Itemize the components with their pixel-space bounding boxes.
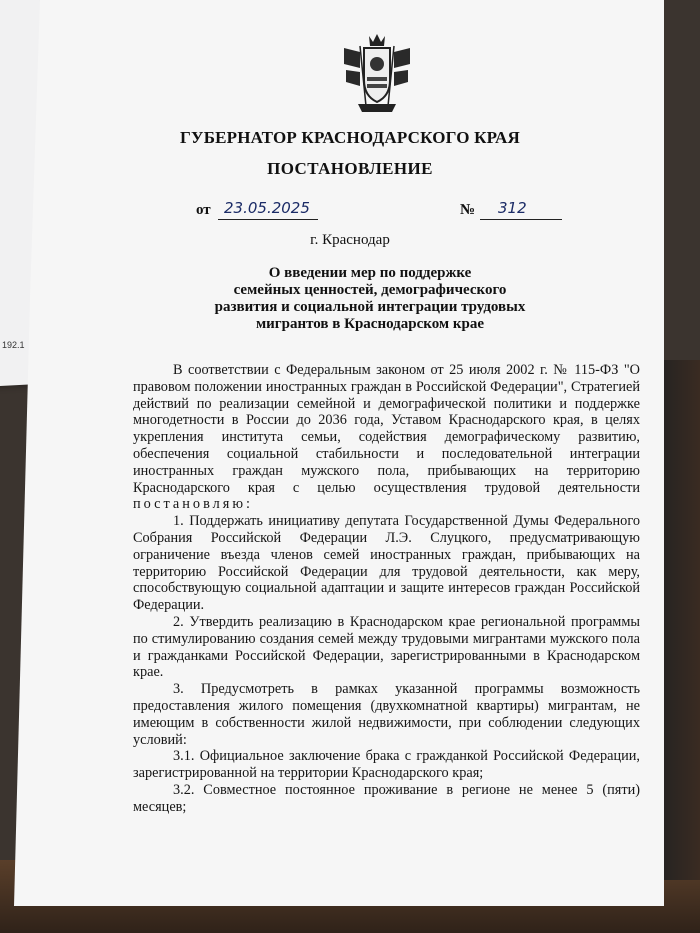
title-line: О введении мер по поддержке (268, 265, 472, 281)
handwritten-date: 23.05.2025 (224, 199, 310, 217)
city-line: г. Краснодар (310, 232, 390, 248)
preamble-text: В соответствии с Федеральным законом от 25 июля 2002 г. № 115-ФЗ "О правовом положении иностранных граждан в Российской Федерации", Стратегией действий по реализации семейной и демографической политики и поддержке многодетности в России до 2036 года, Уставом Краснодарского края, в целях укрепления института семьи, содействия демографическому развитию, обеспечения социальной стабильности и последовательной интеграции иностранных граждан мужского пола, прибывающих на территорию Краснодарского края с целью осуществления трудовой деятельности (133, 362, 640, 496)
title-line: развития и социальной интеграции трудовых (214, 299, 526, 315)
document-title (160, 265, 580, 333)
background-paper-label: 192.1 (2, 340, 25, 350)
date-underline (218, 219, 318, 220)
clause-3-1: 3.1. Официальное заключение брака с гражданкой Российской Федерации, зарегистрированной на территории Краснодарского края; (133, 748, 640, 782)
handwritten-number: 312 (498, 199, 527, 217)
clause-3: 3. Предусмотреть в рамках указанной программы возможность предоставления жилого помещения (двухкомнатной квартиры) мигрантам, не имеющим в собственности жилой недвижимости, при соблюдении следующих условий: (133, 681, 640, 748)
document-body (133, 362, 640, 816)
decree-word: постановляю: (133, 496, 253, 513)
document-type: ПОСТАНОВЛЕНИЕ (267, 159, 433, 178)
clause-1: 1. Поддержать инициативу депутата Государственной Думы Федерального Собрания Российской Федерации Л.Э. Слуцкого, предусматривающую ограничение въезда членов семей иностранных граждан, прибывающих на территорию Российской Федерации для трудовой деятельности, как меру, способствующую социальной адаптации и защите интересов граждан Российской Федерации. (133, 513, 640, 614)
krasnodar-coat-of-arms-icon (336, 32, 418, 116)
number-prefix: № (460, 202, 476, 218)
date-prefix: от (196, 202, 211, 218)
preamble-paragraph (133, 362, 640, 513)
title-line: мигрантов в Краснодарском крае (255, 316, 485, 332)
issuing-authority: ГУБЕРНАТОР КРАСНОДАРСКОГО КРАЯ (180, 128, 520, 147)
clause-3-2: 3.2. Совместное постоянное проживание в регионе не менее 5 (пяти) месяцев; (133, 781, 640, 815)
number-underline (480, 219, 562, 220)
date-number-line (0, 198, 700, 228)
clause-2: 2. Утвердить реализацию в Краснодарском крае региональной программы по стимулированию создания семей между трудовыми мигрантами мужского пола и гражданками Российской Федерации, зарегистрированными в Краснодарском крае. (133, 613, 640, 681)
title-line: семейных ценностей, демографического (233, 282, 507, 298)
